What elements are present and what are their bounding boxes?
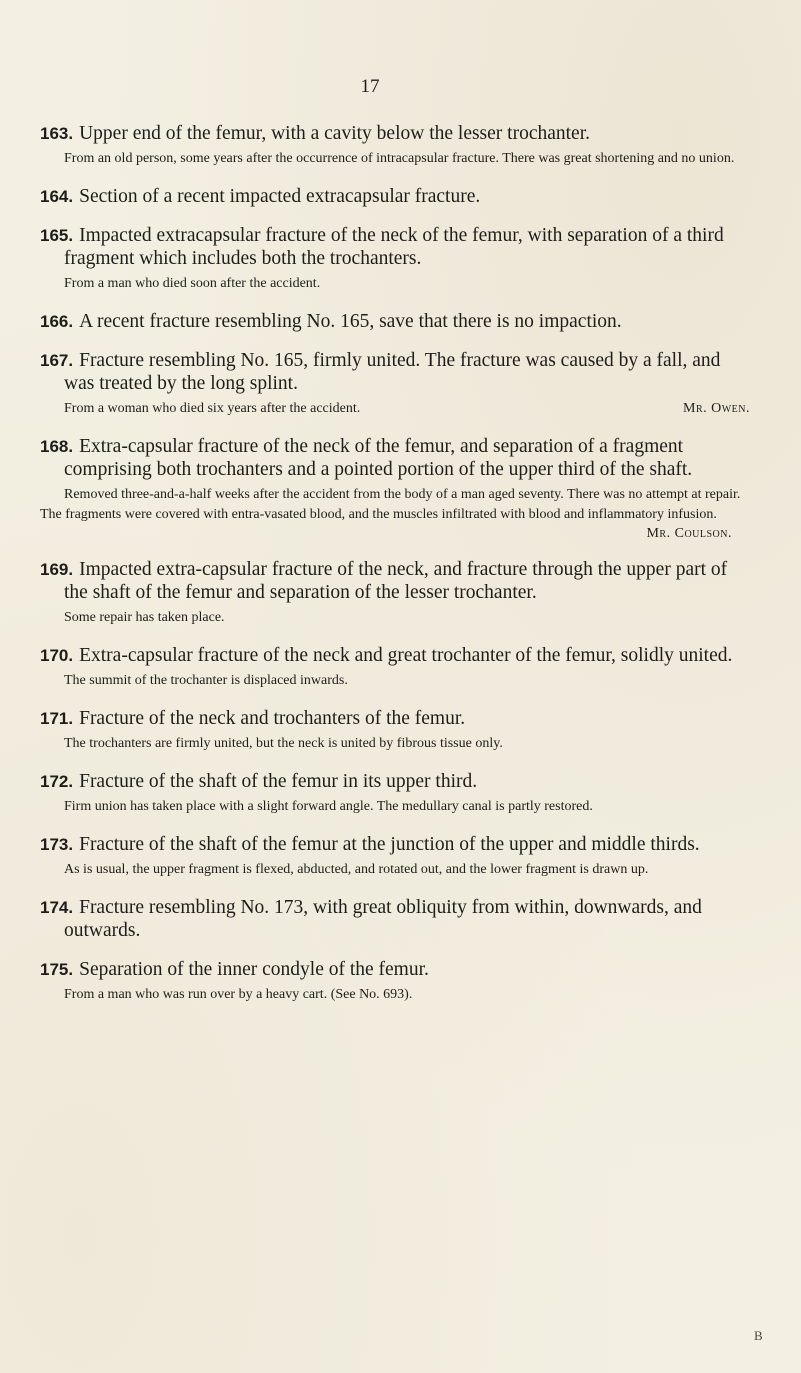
entry-171: [40, 707, 750, 754]
entry-heading: Separation of the inner condyle of the femur.: [79, 959, 429, 980]
entry-note: From a man who died soon after the accident.: [64, 276, 321, 291]
entry-number: 174.: [40, 898, 74, 917]
entry-175: [40, 958, 750, 1005]
entry-note: From a woman who died six years after the accident.: [64, 401, 361, 416]
entry-165: [40, 224, 750, 294]
entry-number: 167.: [40, 351, 74, 370]
entry-note: Firm union has taken place with a slight forward angle. The medullary canal is partly restored.: [64, 799, 593, 814]
entry-number: 166.: [40, 312, 74, 331]
entry-number: 169.: [40, 560, 74, 579]
entry-heading: Extra-capsular fracture of the neck of the femur, and separation of a fragment comprising both trochanters and a pointed portion of the upper third of the shaft.: [64, 436, 693, 480]
entry-170: [40, 644, 750, 691]
entry-173: [40, 833, 750, 880]
entry-note: The summit of the trochanter is displaced inwards.: [64, 673, 348, 688]
entry-author: Mr. Owen.: [683, 401, 750, 416]
entry-heading: Section of a recent impacted extracapsular fracture.: [79, 186, 481, 207]
entry-number: 163.: [40, 124, 74, 143]
entry-heading: Fracture of the shaft of the femur at the junction of the upper and middle thirds.: [79, 834, 700, 855]
entry-number: 172.: [40, 772, 74, 791]
entry-168: [40, 435, 750, 542]
entry-heading: Fracture of the shaft of the femur in its upper third.: [79, 771, 478, 792]
entry-number: 165.: [40, 226, 74, 245]
entry-169: [40, 558, 750, 628]
entry-167: [40, 349, 750, 419]
entry-174: [40, 896, 750, 942]
entry-note: From an old person, some years after the occurrence of intracapsular fracture. There was great shortening and no union.: [64, 151, 735, 166]
page-number: 17: [360, 76, 380, 97]
entry-number: 173.: [40, 835, 74, 854]
entry-number: 170.: [40, 646, 74, 665]
entry-172: [40, 770, 750, 817]
entry-note: From a man who was run over by a heavy cart. (See No. 693).: [64, 987, 413, 1002]
entry-heading: Impacted extra-capsular fracture of the neck, and fracture through the upper part of the shaft of the femur and separation of the lesser trochanter.: [64, 559, 728, 603]
catalogue-entries: [40, 122, 750, 1021]
entry-163: [40, 122, 750, 169]
entry-note: Removed three-and-a-half weeks after the accident from the body of a man aged seventy. There was no attempt at repair. The fragments were covered with entra-vasated blood, and the muscles infiltrated with blood and inflammatory infusion.: [40, 487, 741, 522]
entry-164: [40, 185, 750, 208]
entry-166: [40, 310, 750, 333]
entry-author: Mr. Coulson.: [646, 526, 732, 541]
entry-heading: Upper end of the femur, with a cavity below the lesser trochanter.: [79, 123, 591, 144]
entry-number: 164.: [40, 187, 74, 206]
entry-heading: Extra-capsular fracture of the neck and great trochanter of the femur, solidly united.: [79, 645, 733, 666]
entry-number: 171.: [40, 709, 74, 728]
entry-heading: Impacted extracapsular fracture of the neck of the femur, with separation of a third fragment which includes both the trochanters.: [64, 225, 724, 269]
entry-number: 168.: [40, 437, 74, 456]
entry-note: Some repair has taken place.: [64, 610, 225, 625]
signature-mark: B: [754, 1328, 763, 1343]
entry-heading: Fracture resembling No. 173, with great obliquity from within, downwards, and outwards.: [64, 897, 702, 941]
entry-heading: Fracture of the neck and trochanters of the femur.: [79, 708, 466, 729]
entry-heading: Fracture resembling No. 165, firmly united. The fracture was caused by a fall, and was treated by the long splint.: [64, 350, 721, 394]
entry-note: As is usual, the upper fragment is flexed, abducted, and rotated out, and the lower fragment is drawn up.: [64, 862, 649, 877]
entry-number: 175.: [40, 960, 74, 979]
entry-heading: A recent fracture resembling No. 165, save that there is no impaction.: [79, 311, 622, 332]
entry-note: The trochanters are firmly united, but the neck is united by fibrous tissue only.: [64, 736, 503, 751]
